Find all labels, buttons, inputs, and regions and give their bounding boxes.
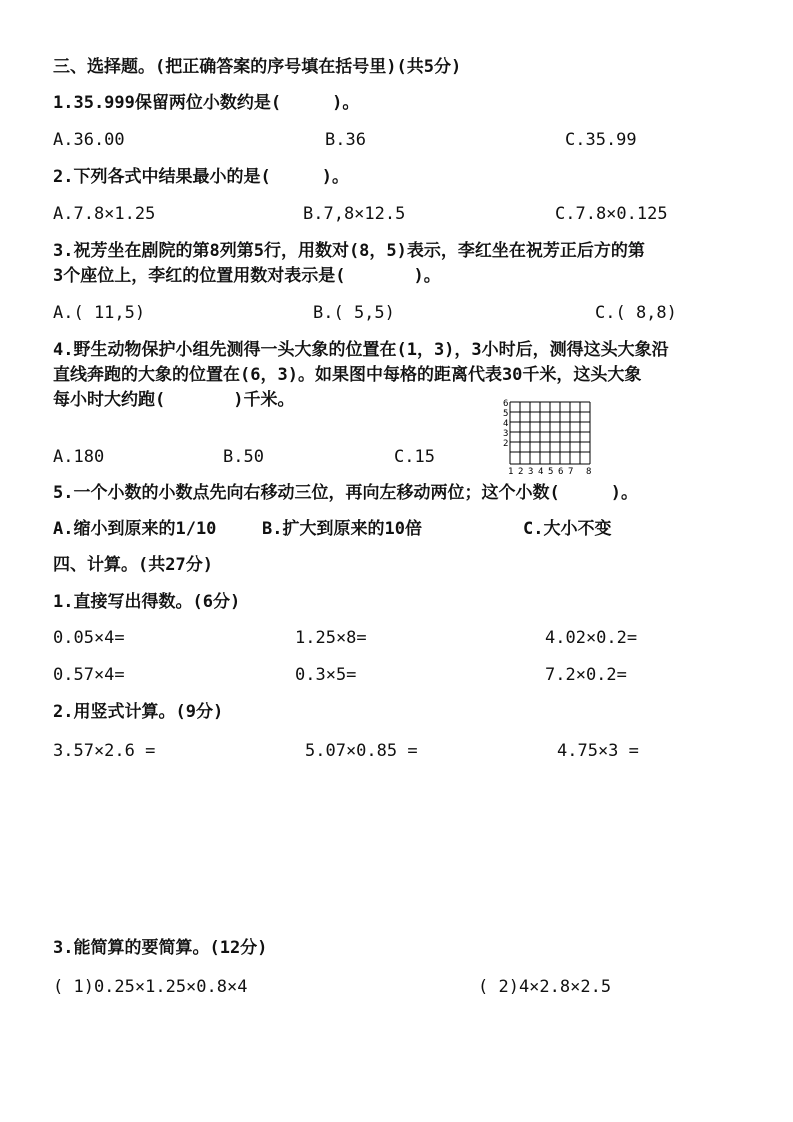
grid-x-label: 7 [568,467,574,477]
section-3-heading: 三、选择题。(把正确答案的序号填在括号里)(共5分) [53,57,462,77]
grid-y-label: 5 [503,409,509,419]
calc-item: 7.2×0.2= [545,665,627,685]
grid-x-label: 4 [538,467,544,477]
vertical-calc-item: 4.75×3 = [557,741,639,761]
question-4-stem-line-3: 每小时大约跑( )千米。 [53,390,295,410]
question-5-option-a: A.缩小到原来的1/10 [53,519,217,539]
question-2-option-c: C.7.8×0.125 [555,204,668,224]
calc-item: 4.02×0.2= [545,628,638,648]
grid-y-label: 6 [503,399,509,409]
question-5-stem: 5.一个小数的小数点先向右移动三位，再向左移动两位；这个小数( )。 [53,483,638,503]
question-4-option-c: C.15 [394,447,435,467]
question-1-stem: 1.35.999保留两位小数约是( )。 [53,93,360,113]
calc-item: 0.3×5= [295,665,357,685]
grid-y-label: 2 [503,439,509,449]
grid-x-label: 2 [518,467,524,477]
question-1-option-b: B.36 [325,130,366,150]
vertical-calc-item: 3.57×2.6 = [53,741,156,761]
coordinate-grid-svg [500,398,596,478]
grid-x-label: 3 [528,467,534,477]
grid-y-label: 4 [503,419,509,429]
question-4-stem-line-1: 4.野生动物保护小组先测得一头大象的位置在(1，3)，3小时后，测得这头大象沿 [53,340,669,360]
question-1-option-a: A.36.00 [53,130,125,150]
question-3-option-b: B.( 5,5) [313,303,395,323]
question-5-option-c: C.大小不变 [523,519,612,539]
simplify-item: ( 2)4×2.8×2.5 [478,977,612,997]
calc-item: 1.25×8= [295,628,367,648]
grid-x-label: 8 [586,467,592,477]
calc-item: 0.57×4= [53,665,125,685]
coordinate-grid [500,398,596,482]
part-1-title: 1.直接写出得数。(6分) [53,592,241,612]
question-2-option-a: A.7.8×1.25 [53,204,156,224]
part-2-title: 2.用竖式计算。(9分) [53,702,224,722]
grid-x-label: 1 [508,467,514,477]
vertical-calc-item: 5.07×0.85 = [305,741,418,761]
grid-y-label: 3 [503,429,509,439]
question-3-stem-line-2: 3个座位上，李红的位置用数对表示是( )。 [53,266,441,286]
question-3-option-c: C.( 8,8) [595,303,677,323]
question-1-option-c: C.35.99 [565,130,637,150]
calc-item: 0.05×4= [53,628,125,648]
question-5-option-b: B.扩大到原来的10倍 [262,519,422,539]
question-3-option-a: A.( 11,5) [53,303,146,323]
grid-x-label: 5 [548,467,554,477]
simplify-item: ( 1)0.25×1.25×0.8×4 [53,977,248,997]
grid-lines [510,402,590,464]
question-2-stem: 2.下列各式中结果最小的是( )。 [53,167,349,187]
question-4-option-b: B.50 [223,447,264,467]
section-4-heading: 四、计算。(共27分) [53,555,213,575]
grid-x-label: 6 [558,467,564,477]
question-4-stem-line-2: 直线奔跑的大象的位置在(6，3)。如果图中每格的距离代表30千米，这头大象 [53,365,642,385]
part-3-title: 3.能简算的要简算。(12分) [53,938,268,958]
question-4-option-a: A.180 [53,447,105,467]
question-3-stem-line-1: 3.祝芳坐在剧院的第8列第5行，用数对(8，5)表示，李红坐在祝芳正后方的第 [53,241,645,261]
question-2-option-b: B.7,8×12.5 [303,204,406,224]
